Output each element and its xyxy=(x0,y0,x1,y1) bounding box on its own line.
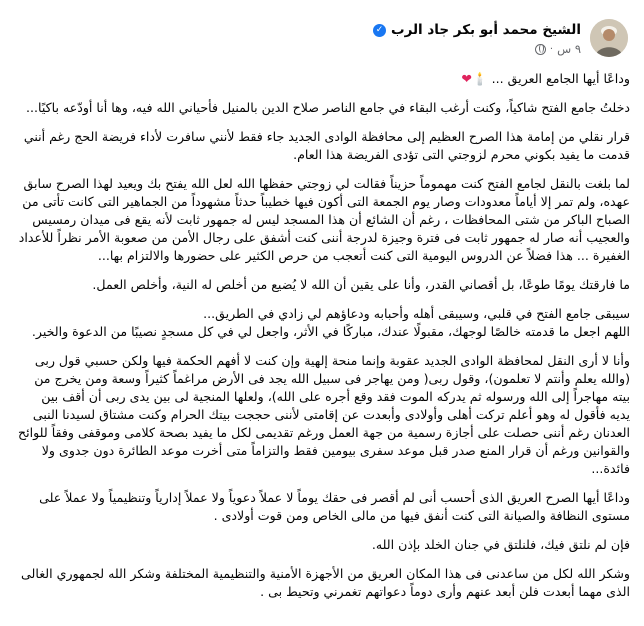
post-paragraph-4: ما فارقتك يومًا طوعًا، بل أقصاني القدر، وأنا على يقين أن الله لا يُضيع من أخلص له النية، وأخلص العمل. xyxy=(92,277,630,292)
post-paragraph-7: وداعًا أيها الصرح العريق الذى أحسب أنى لم أقصر فى حقك يوماً لا عملاً دعوياً ولا عملاً إدارياً وتنظيمياً ولا عملاً على مستوى النظافة والصيانة التى كنت أنفق فيها من مالى الخاص ومن قوت أولادى . xyxy=(39,490,630,523)
post-body xyxy=(18,70,630,601)
heart-icon: ❤ xyxy=(461,71,472,86)
author-avatar[interactable] xyxy=(590,19,628,57)
author-line xyxy=(373,22,581,38)
post-paragraph-5: سيبقى جامع الفتح في قلبي، وسيبقى أهله وأحبابه ودعاؤهم لي زادي في الطريق... اللهم اجعل ما قدمته خالصًا لوجهك، مقبولًا عندك، مباركًا في الأثر، واجعل لي في كل مسجدٍ نصيبًا من الدعوة والخير. xyxy=(31,306,630,339)
post-paragraph-1: دخلتُ جامع الفتح شاكياً، وكنت أرغب البقاء في جامع الناصر صلاح الدين بالمنيل فأحياني الله فيه، وها أنا أودّعه باكيًا... xyxy=(25,100,630,115)
post-paragraph-6: وأنا لا أرى النقل لمحافظة الوادى الجديد عقوبة وإنما منحة إلهية وإن كنت لا أفهم الحكمة فيها ولكن حسبي قول ربى (والله يعلم وأنتم لا تعلمون)، وقول ربى( ومن يهاجر فى سبيل الله يجد فى الأرض مراغماً كثيراً وسعة ومن يخرج من بيته مهاجراً إلى الله ورسوله ثم يدركه الموت فقد وقع أجره على الله)، ولعلها المنجية لى بين يدى ربى أن أقف بين يديه فأقول له وهو أعلم تركت أهلى وأولادى وأبعدت عن إقامتى لأننى حججت بيتك الحرام وكنت مشتاق لسيدنا النبى العدنان رغم أننى حصلت على أجازة رسمية من جهة العمل ورغم تقديمى لكل ما يفيد بصحة كلامى وموقفى وفقاً للوائح والقوانين ورغم أن قرار المنع صدر قبل موعد سفرى بيومين فقط والتزاماً متى أخرت موعد الطائرة دون جدوى ولا فائدة... xyxy=(18,353,630,476)
post-paragraph-3: لما بلغت بالنقل لجامع الفتح كنت مهموماً حزيناً فقالت لي زوجتي حفظها الله لعل الله يفتح بك ويعيد لهذا الصرح سابق عهده، ولم تمر إلا أياماً معدودات وصار يوم الجمعة التى أكون فيها خطيباً حدثاً مشهوداً من الجماهير التى كانت تأتى من الصباح الباكر من شتى المحافظات ، رغم أن الشائع أن هذا المسجد ليس له جمهور ثابت لأنه يقع فى ميدان رمسيس والعجيب أنه صار له جمهور ثابت فى فترة وجيزة لدرجة أننى كنت أشفق على رجال الأمن من صعوبة الأمر نظراً للأعداد الغفيرة ... هذا فضلاً عن الدروس اليومية التى كنت أتعجب من حرص الكثير على حضورها والالتزام بها... xyxy=(18,176,630,263)
post-meta xyxy=(535,42,581,56)
post-paragraph-8: فإن لم نلتق فيك، فلنلتق في جنان الخلد بإذن الله. xyxy=(371,537,630,552)
verified-badge-icon: ✓ xyxy=(373,24,386,37)
post-timestamp[interactable]: ٩ س xyxy=(557,42,581,56)
post-opening-line: وداعًا أيها الجامع العريق ... 🕯️❤ xyxy=(461,71,630,86)
post-paragraph-2: قرار نقلي من إمامة هذا الصرح العظيم إلى محافظة الوادى الجديد جاء فقط لأنني سافرت لأداء فريضة الحج رغم أنني قدمت ما يفيد بكوني محرم لزوجتي التى تؤدى الفريضة هذا العام. xyxy=(23,129,630,162)
post-header xyxy=(18,0,630,70)
meta-separator: · xyxy=(549,43,554,55)
post-paragraph-9: وشكر الله لكل من ساعدنى فى هذا المكان العريق من الأجهزة الأمنية والتنظيمية المختلفة وشكر الله لجمهوري الغالى الذى مهما أبعدت فلن أبعد عنهم وأرى دوماً دعواتهم تغمرني وتحيط بى . xyxy=(21,566,630,599)
author-name[interactable]: الشيخ محمد أبو بكر جاد الرب xyxy=(391,22,581,38)
globe-icon[interactable] xyxy=(535,44,546,55)
